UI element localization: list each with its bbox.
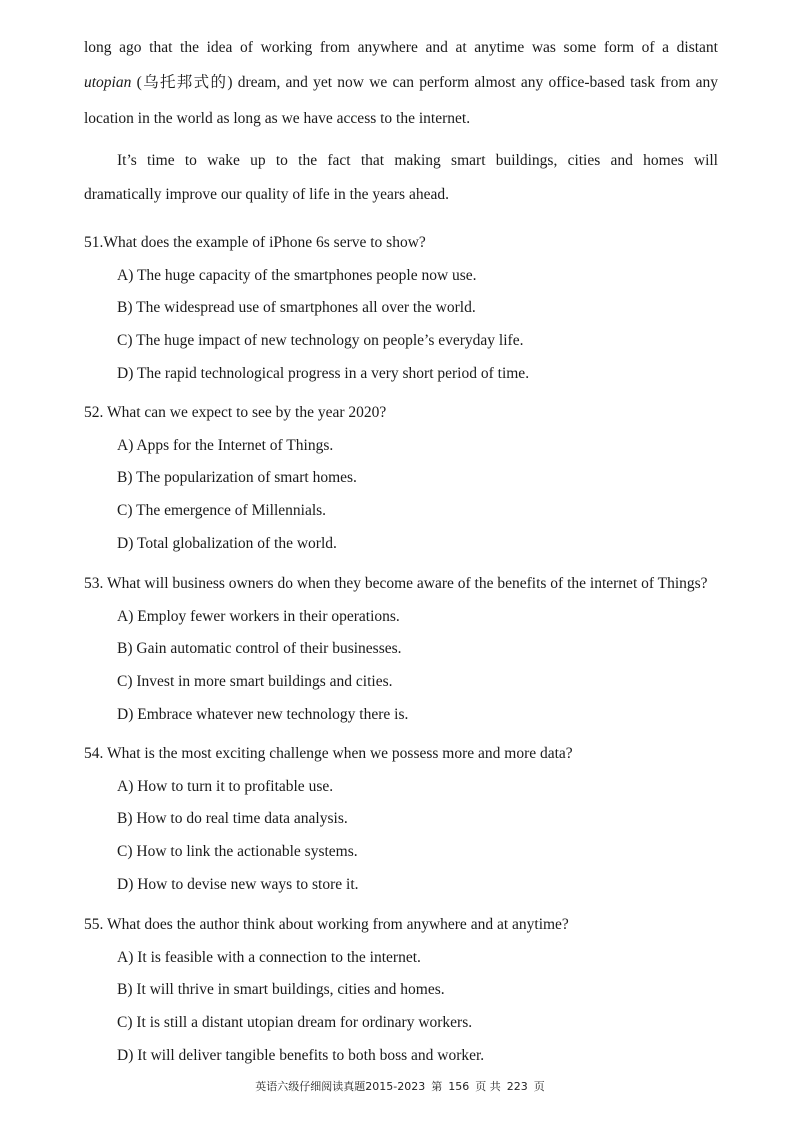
footer-page-label-pre: 第 [431,1080,443,1093]
question-51-stem: 51.What does the example of iPhone 6s serve to show? [84,234,426,251]
passage-paragraph-1-line-1: long ago that the idea of working from anywhere and at anytime was some form of a distant [84,39,718,56]
question-53-option-d[interactable]: D) Embrace whatever new technology there is. [117,706,409,723]
question-51-option-c[interactable]: C) The huge impact of new technology on people’s everyday life. [117,332,524,349]
question-55-option-b[interactable]: B) It will thrive in smart buildings, cities and homes. [117,981,445,998]
passage-paragraph-1-line-2 [84,73,718,93]
question-51-option-d[interactable]: D) The rapid technological progress in a very short period of time. [117,365,530,382]
question-52-option-a[interactable]: A) Apps for the Internet of Things. [117,437,334,454]
passage-text-fragment: (乌托邦式的) dream, and yet now we can perform almost any office-based task from any [131,74,718,91]
page-footer [0,1080,800,1094]
passage-paragraph-1-line-3: location in the world as long as we have access to the internet. [84,110,471,127]
footer-page-number: 156 [448,1080,470,1093]
question-53-option-a[interactable]: A) Employ fewer workers in their operations. [117,608,400,625]
footer-title: 英语六级仔细阅读真题2015-2023 [255,1080,426,1093]
question-52-option-c[interactable]: C) The emergence of Millennials. [117,502,327,519]
question-53-stem: 53. What will business owners do when they become aware of the benefits of the internet of Things? [84,575,708,592]
question-54-option-c[interactable]: C) How to link the actionable systems. [117,843,358,860]
footer-page-label-post: 页 [533,1080,545,1093]
passage-paragraph-2-line-1: It’s time to wake up to the fact that making smart buildings, cities and homes will [117,152,718,169]
question-55-option-a[interactable]: A) It is feasible with a connection to the internet. [117,949,421,966]
footer-total-pages: 223 [506,1080,528,1093]
footer-page-label-mid: 页 共 [475,1080,501,1093]
utopian-term: utopian [84,74,132,91]
question-51-option-b[interactable]: B) The widespread use of smartphones all over the world. [117,299,476,316]
question-52-stem: 52. What can we expect to see by the year 2020? [84,404,387,421]
question-52-option-d[interactable]: D) Total globalization of the world. [117,535,337,552]
passage-paragraph-2-line-2: dramatically improve our quality of life in the years ahead. [84,186,449,203]
question-55-stem: 55. What does the author think about working from anywhere and at anytime? [84,916,569,933]
question-54-option-d[interactable]: D) How to devise new ways to store it. [117,876,359,893]
question-52-option-b[interactable]: B) The popularization of smart homes. [117,469,357,486]
question-51-option-a[interactable]: A) The huge capacity of the smartphones people now use. [117,267,477,284]
question-55-option-c[interactable]: C) It is still a distant utopian dream for ordinary workers. [117,1014,473,1031]
question-54-stem: 54. What is the most exciting challenge when we possess more and more data? [84,745,573,762]
question-54-option-b[interactable]: B) How to do real time data analysis. [117,810,348,827]
question-53-option-c[interactable]: C) Invest in more smart buildings and cities. [117,673,393,690]
question-53-option-b[interactable]: B) Gain automatic control of their businesses. [117,640,402,657]
question-55-option-d[interactable]: D) It will deliver tangible benefits to both boss and worker. [117,1047,485,1064]
question-54-option-a[interactable]: A) How to turn it to profitable use. [117,778,334,795]
